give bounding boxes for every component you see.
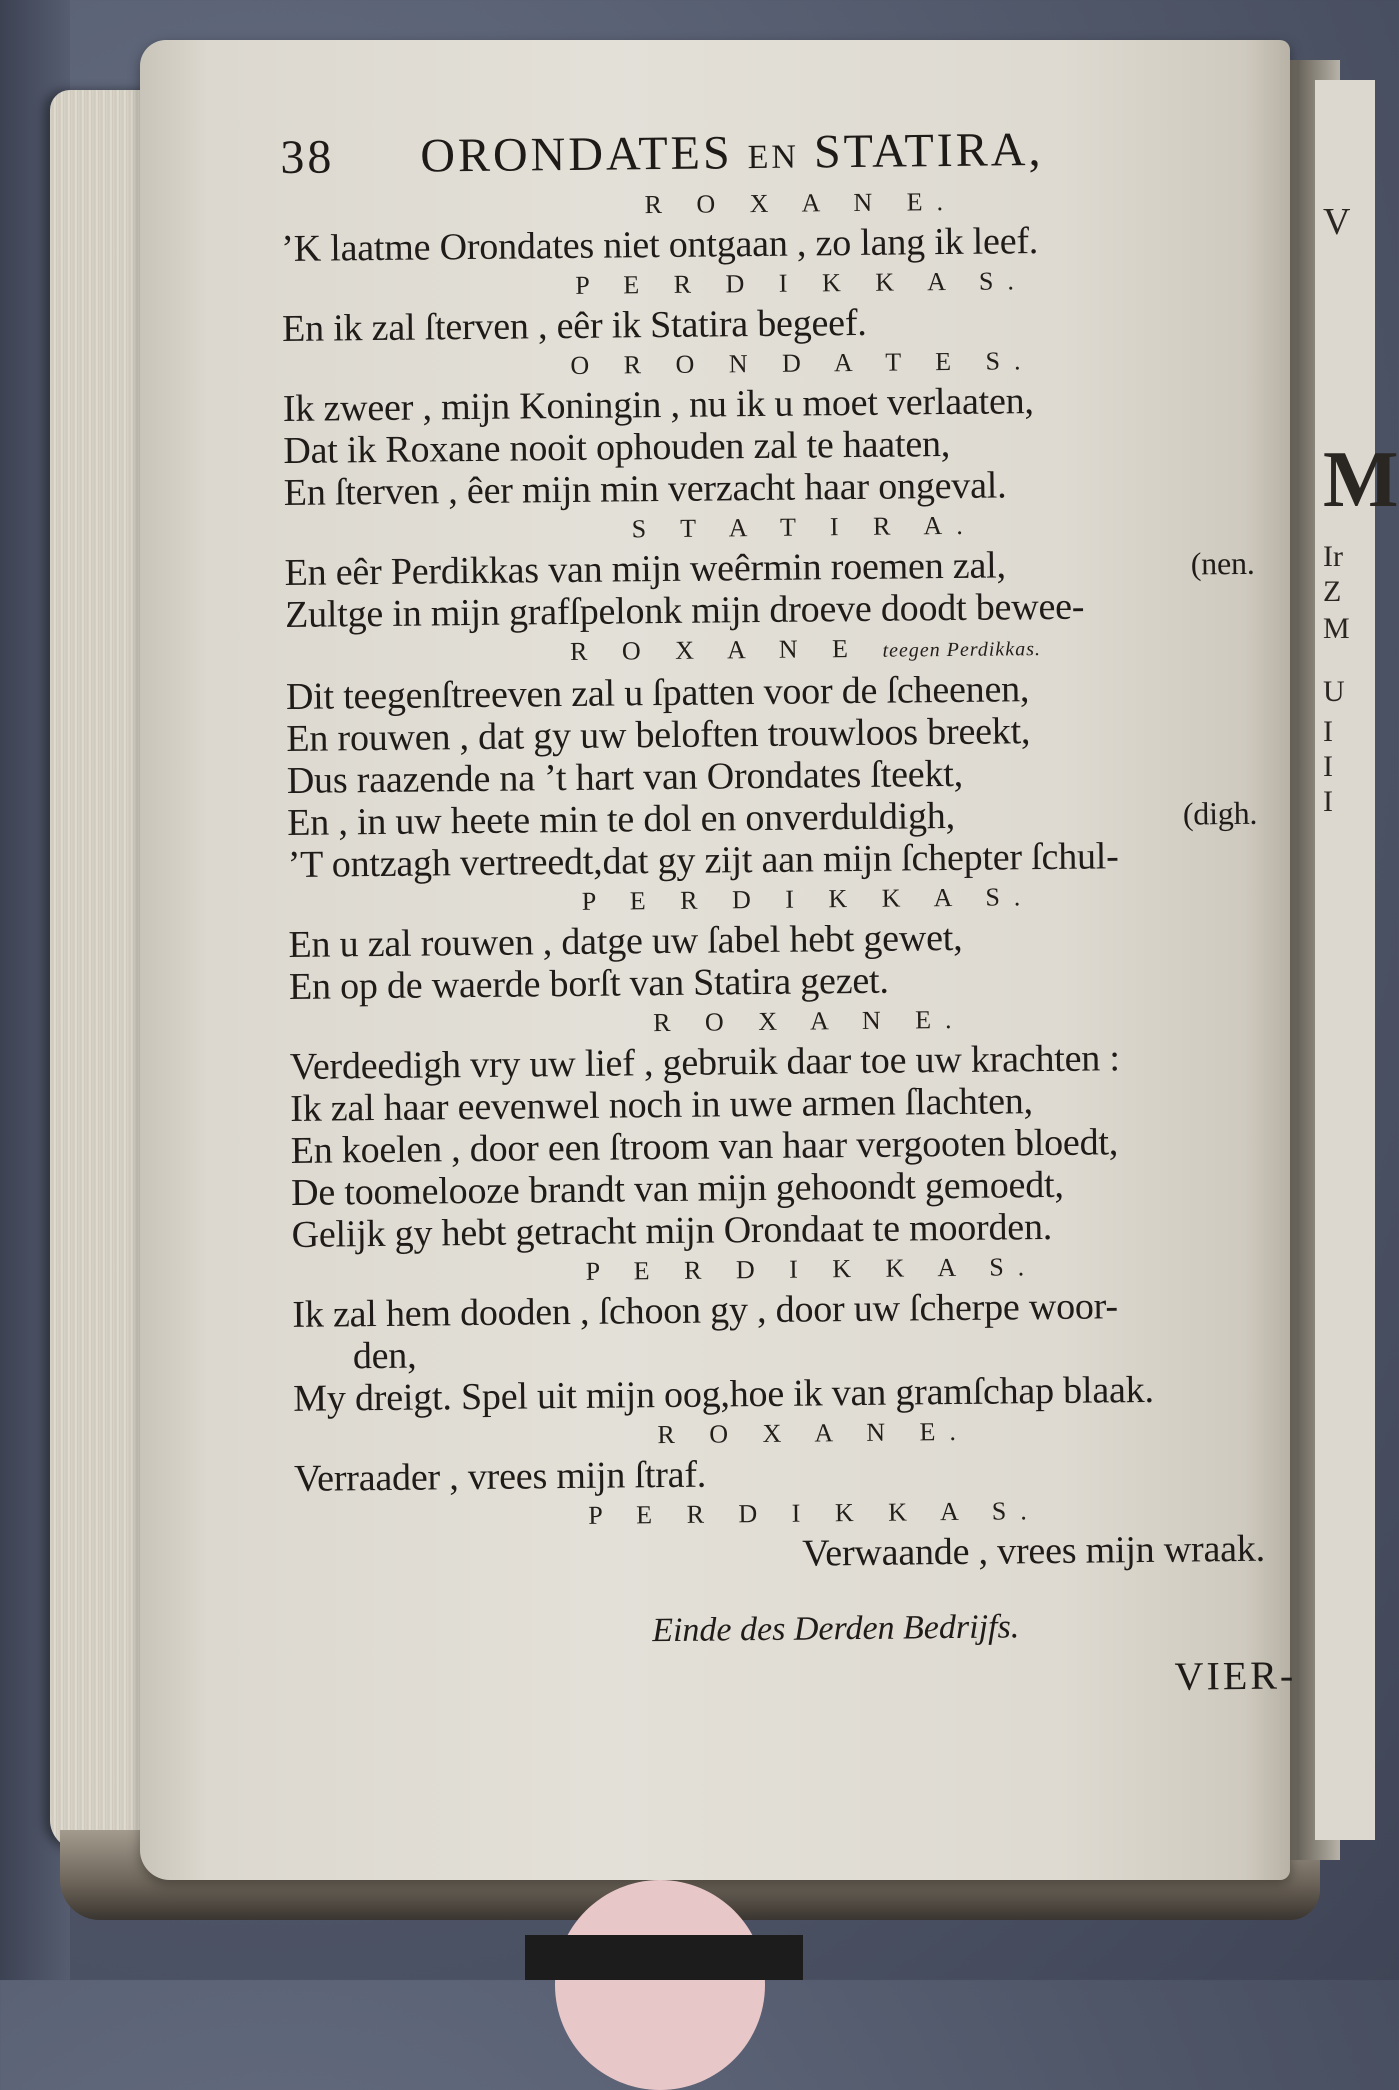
speaker-name: P E R D I K K A S.	[588, 1496, 1041, 1530]
overlay-circle	[555, 1880, 765, 2090]
verse-text: En eêr Perdikkas van mijn weêrmin roemen zal,	[284, 544, 1007, 594]
overlay-bar	[525, 1935, 803, 1980]
verse-line: den,	[352, 1334, 417, 1378]
verse-line: ’T ontzagh vertreedt,dat gy zijt aan mijn ſchepter ſchul-	[287, 835, 1119, 886]
speaker-name: P E R D I K K A S.	[575, 266, 1029, 300]
verse-line: Dat ik Roxane nooit ophouden zal te haaten,	[283, 423, 951, 472]
facing-page-letter: I	[1323, 785, 1333, 818]
page-text	[280, 120, 1296, 1709]
speaker-name: S T A T I R A.	[631, 510, 977, 544]
verse-line: Ik zal hem dooden , ſchoon gy , door uw ſcherpe woor-	[292, 1285, 1119, 1336]
facing-page-fragment	[1315, 80, 1399, 1840]
verse-line: Gelijk gy hebt getracht mijn Orondaat te moorden.	[291, 1205, 1053, 1256]
verse-line: En koelen , door een ſtroom van haar vergooten bloedt,	[290, 1121, 1119, 1172]
verse-line: En rouwen , dat gy uw beloften trouwloos breekt,	[286, 710, 1031, 760]
verse-line: Ik zal haar eevenwel noch in uwe armen ſlachten,	[290, 1080, 1034, 1130]
facing-page-letter: U	[1323, 675, 1345, 708]
verse-line: En ſterven , êer mijn min verzacht haar ongeval.	[283, 464, 1007, 514]
verse-overflow: (digh.	[1182, 794, 1258, 832]
facing-page-letter: Z	[1323, 575, 1342, 608]
catchword: VIER-	[1174, 1652, 1297, 1699]
verse-line: ’K laatme Orondates niet ontgaan , zo lang ik leef.	[281, 220, 1039, 270]
facing-page-letter: I	[1323, 715, 1333, 748]
verse-line: My dreigt. Spel uit mijn oog,hoe ik van gramſchap blaak.	[293, 1368, 1154, 1420]
verse-overflow: (nen.	[1190, 544, 1255, 582]
verse-line: De toomelooze brandt van mijn gehoondt gemoedt,	[290, 1163, 1064, 1214]
speaker-name: P E R D I K K A S.	[581, 882, 1035, 916]
facing-page-letter: Ir	[1323, 540, 1343, 573]
verse-text: En , in uw heete min te dol en onverduldigh,	[287, 794, 956, 844]
speaker-name: O R O N D A T E S.	[570, 346, 1035, 380]
verse-line: En op de waerde borſt van Statira gezet.	[288, 959, 889, 1008]
page-header	[280, 120, 1281, 190]
verse-line: Zultge in mijn grafſpelonk mijn droeve doodt bewee-	[284, 585, 1085, 636]
speaker-name: R O X A N E.	[657, 1416, 971, 1450]
verse-line: Dus raazende na ’t hart van Orondates ſteekt,	[286, 752, 964, 802]
stage-direction: teegen Perdikkas.	[882, 638, 1042, 662]
act-end-text: Einde des Derden Bedrijfs.	[652, 1608, 1020, 1650]
verse-line: Dit teegenſtreeven zal u ſpatten voor de ſcheenen,	[285, 668, 1030, 718]
facing-page-letter: M	[1323, 436, 1399, 524]
verse-line: Verdeedigh vry uw lief , gebruik daar toe uw krachten :	[289, 1037, 1120, 1088]
speaker-name: R O X A N E.	[652, 1004, 966, 1038]
speaker-name: R O X A N E.	[644, 186, 958, 220]
verse-line: Ik zweer , mijn Koningin , nu ik u moet verlaaten,	[282, 380, 1034, 430]
facing-page-letter: V	[1323, 201, 1351, 243]
speaker-label: R O X A N E	[569, 633, 863, 666]
verse-line: Verwaande , vrees mijn wraak.	[802, 1527, 1266, 1575]
verse-line: Verraader , vrees mijn ſtraf.	[293, 1453, 707, 1500]
speaker-name: P E R D I K K A S.	[585, 1252, 1039, 1286]
running-title: ORONDATES en STATIRA,	[420, 123, 1044, 183]
verse-line: En ik zal ſterven , eêr ik Statira begeef.	[281, 301, 867, 350]
facing-page-letter: M	[1323, 612, 1350, 645]
facing-page-letter: I	[1323, 750, 1333, 783]
page-number: 38	[280, 130, 335, 184]
verse-line: En u zal rouwen , datge uw ſabel hebt gewet,	[288, 916, 963, 966]
